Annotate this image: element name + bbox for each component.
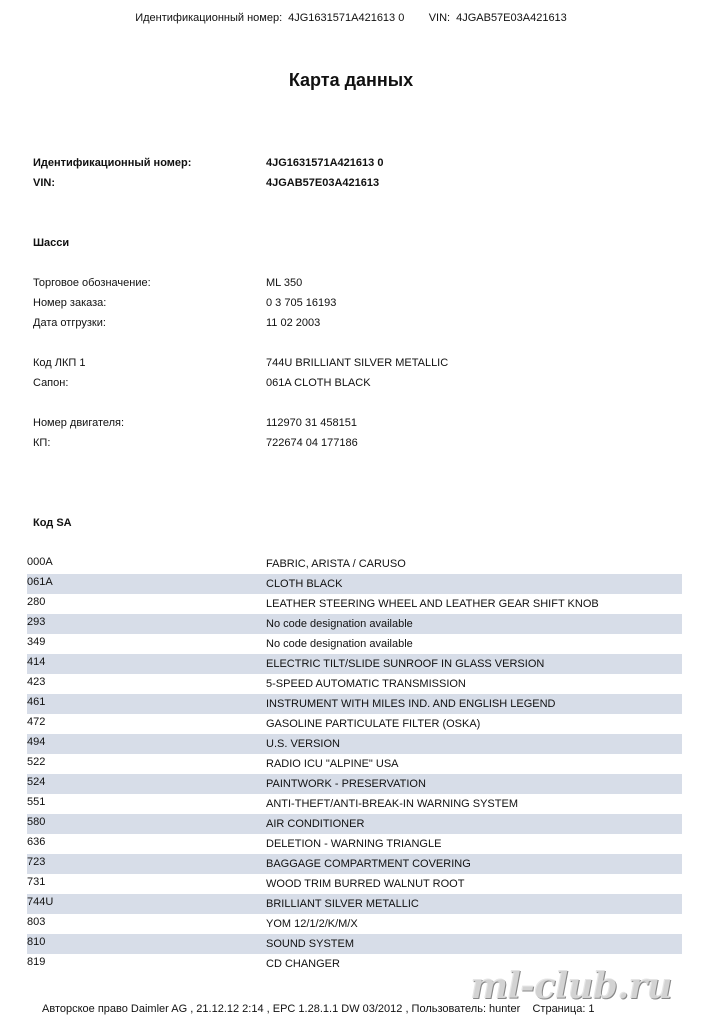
salon-value: 061A CLOTH BLACK: [266, 377, 371, 389]
table-row: [27, 774, 682, 794]
sa-code: 522: [27, 756, 46, 768]
sa-code-table: [27, 554, 682, 974]
sa-code: 524: [27, 776, 46, 788]
sa-code: 472: [27, 716, 46, 728]
sa-code: 349: [27, 636, 46, 648]
sa-description: FABRIC, ARISTA / CARUSO: [266, 558, 406, 570]
sa-code: 744U: [27, 896, 54, 908]
paint-value: 744U BRILLIANT SILVER METALLIC: [266, 357, 449, 369]
table-row: [27, 574, 682, 594]
table-row: [27, 894, 682, 914]
sa-description: RADIO ICU "ALPINE" USA: [266, 758, 399, 770]
table-row: [27, 554, 682, 574]
sa-description: INSTRUMENT WITH MILES IND. AND ENGLISH LEGEND: [266, 698, 556, 710]
table-row: [27, 874, 682, 894]
sa-description: YOM 12/1/2/K/M/X: [266, 918, 358, 930]
table-row: [27, 794, 682, 814]
sa-code: 461: [27, 696, 46, 708]
header-vin-label: VIN:: [428, 12, 451, 24]
header-vin-value: 4JGAB57E03A421613: [456, 12, 567, 24]
sa-description: ANTI-THEFT/ANTI-BREAK-IN WARNING SYSTEM: [266, 798, 518, 810]
ship-label: Дата отгрузки:: [33, 317, 106, 329]
trade-value: ML 350: [266, 277, 303, 289]
chassis-heading: Шасси: [33, 237, 70, 249]
sa-description: GASOLINE PARTICULATE FILTER (OSKA): [266, 718, 481, 730]
table-row: [27, 834, 682, 854]
sa-code: 723: [27, 856, 46, 868]
table-row: [27, 654, 682, 674]
table-row: [27, 714, 682, 734]
table-row: [27, 614, 682, 634]
sa-code: 293: [27, 616, 46, 628]
page-footer: Авторское право Daimler AG , 21.12.12 2:14 , EPC 1.28.1.1 DW 03/2012 , Пользователь: hunter Страница: 1: [42, 1003, 595, 1015]
gearbox-label: КП:: [33, 437, 51, 449]
sa-code: 803: [27, 916, 46, 928]
watermark-logo: ml-club.ru: [470, 965, 672, 1007]
header-id-label: Идентификационный номер:: [135, 12, 283, 24]
trade-label: Торговое обозначение:: [33, 277, 151, 289]
table-row: [27, 694, 682, 714]
sa-description: ELECTRIC TILT/SLIDE SUNROOF IN GLASS VERSION: [266, 658, 545, 670]
paint-label: Код ЛКП 1: [33, 357, 86, 369]
sa-code: 494: [27, 736, 46, 748]
table-row: [27, 814, 682, 834]
sa-code: 580: [27, 816, 46, 828]
table-row: [27, 594, 682, 614]
sa-code: 819: [27, 956, 46, 968]
engine-label: Номер двигателя:: [33, 417, 125, 429]
ident-vin-label: VIN:: [33, 177, 55, 189]
sa-description: CLOTH BLACK: [266, 578, 343, 590]
sa-code: 551: [27, 796, 46, 808]
ident-id-value: 4JG1631571A421613 0: [266, 157, 384, 169]
sa-code: 280: [27, 596, 46, 608]
ident-id-label: Идентификационный номер:: [33, 157, 192, 169]
sa-description: No code designation available: [266, 618, 413, 630]
sa-code: 414: [27, 656, 46, 668]
sa-code: 061A: [27, 576, 53, 588]
table-row: [27, 934, 682, 954]
sa-heading: Код SA: [33, 517, 72, 529]
sa-description: U.S. VERSION: [266, 738, 340, 750]
ship-value: 11 02 2003: [266, 317, 321, 329]
sa-description: AIR CONDITIONER: [266, 818, 365, 830]
table-row: [27, 634, 682, 654]
sa-description: BAGGAGE COMPARTMENT COVERING: [266, 858, 471, 870]
table-row: [27, 854, 682, 874]
sa-description: No code designation available: [266, 638, 413, 650]
ident-vin-value: 4JGAB57E03A421613: [266, 177, 380, 189]
gearbox-value: 722674 04 177186: [266, 437, 358, 449]
salon-label: Сапон:: [33, 377, 69, 389]
sa-description: BRILLIANT SILVER METALLIC: [266, 898, 419, 910]
sa-code: 423: [27, 676, 46, 688]
engine-value: 112970 31 458151: [266, 417, 357, 429]
order-value: 0 3 705 16193: [266, 297, 337, 309]
sa-description: SOUND SYSTEM: [266, 938, 355, 950]
table-row: [27, 734, 682, 754]
sa-description: CD CHANGER: [266, 958, 340, 970]
order-label: Номер заказа:: [33, 297, 107, 309]
sa-code: 810: [27, 936, 46, 948]
table-row: [27, 754, 682, 774]
sa-code: 000A: [27, 556, 53, 568]
page-title: Карта данных: [288, 70, 414, 90]
sa-description: WOOD TRIM BURRED WALNUT ROOT: [266, 878, 465, 890]
header-id-value: 4JG1631571A421613 0: [288, 12, 405, 24]
sa-code: 636: [27, 836, 46, 848]
page-header: [0, 12, 702, 24]
sa-description: LEATHER STEERING WHEEL AND LEATHER GEAR SHIFT KNOB: [266, 598, 599, 610]
sa-description: PAINTWORK - PRESERVATION: [266, 778, 426, 790]
sa-description: DELETION - WARNING TRIANGLE: [266, 838, 442, 850]
sa-description: 5-SPEED AUTOMATIC TRANSMISSION: [266, 678, 466, 690]
sa-code: 731: [27, 876, 46, 888]
table-row: [27, 674, 682, 694]
table-row: [27, 914, 682, 934]
